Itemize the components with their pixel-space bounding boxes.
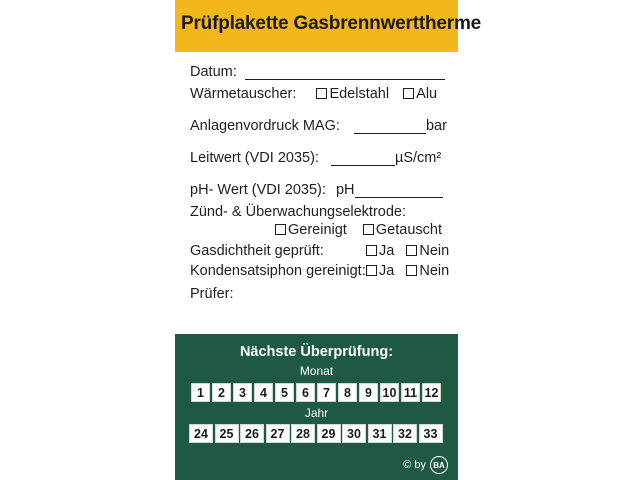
edelstahl-checkbox[interactable] [316,88,327,99]
edelstahl-label: Edelstahl [329,86,390,102]
ph-line [355,183,443,198]
datum-line [245,65,445,80]
month-box[interactable]: 8 [338,383,357,402]
alu-checkbox[interactable] [403,88,414,99]
ph-wert-label: pH- Wert (VDI 2035): [190,182,326,198]
kondensatsiphon-ja-checkbox[interactable] [366,265,377,276]
anlagenvordruck-row [190,118,447,134]
year-boxes [189,424,443,443]
year-box[interactable]: 30 [342,424,366,443]
getauscht-checkbox[interactable] [363,224,374,235]
datum-row [190,64,445,80]
year-box[interactable]: 24 [189,424,213,443]
pruefer-row [190,286,234,302]
month-box[interactable]: 2 [212,383,231,402]
gasdichtheit-ja-label: Ja [379,243,395,259]
inspection-sticker [175,0,481,480]
month-box[interactable]: 4 [254,383,273,402]
waermetauscher-label: Wärmetauscher: [190,86,297,102]
year-box[interactable]: 33 [419,424,443,443]
next-inspection-title: Nächste Überprüfung: [239,344,394,360]
elektrode-options [275,222,442,238]
elektrode-row [190,204,406,220]
kondensatsiphon-options [366,263,449,279]
leitwert-line [331,151,395,166]
month-box[interactable]: 6 [296,383,315,402]
leitwert-unit: µS/cm² [394,150,442,166]
anlagenvordruck-label: Anlagenvordruck MAG: [190,118,340,134]
gasdichtheit-row [190,243,324,259]
elektrode-label: Zünd- & Überwachungselektrode: [190,204,407,220]
ph-prefix: pH [335,182,355,198]
year-box[interactable]: 31 [368,424,392,443]
gasdichtheit-ja-checkbox[interactable] [366,245,377,256]
gereinigt-checkbox[interactable] [275,224,286,235]
leitwert-row [190,150,441,166]
gereinigt-label: Gereinigt [288,222,347,238]
sticker-title: Prüfplakette Gasbrennwerttherme [181,13,481,34]
gasdichtheit-nein-checkbox[interactable] [406,245,417,256]
month-box[interactable]: 10 [380,383,399,402]
kondensatsiphon-row [190,263,366,279]
copyright-notice [403,456,448,474]
month-box[interactable]: 12 [422,383,441,402]
sticker-header [175,0,481,52]
brand-logo-icon: BA [430,456,448,474]
year-box[interactable]: 32 [393,424,417,443]
year-box[interactable]: 27 [266,424,290,443]
year-box[interactable]: 29 [317,424,341,443]
month-box[interactable]: 1 [191,383,210,402]
year-box[interactable]: 28 [291,424,315,443]
alu-label: Alu [416,86,438,102]
datum-label: Datum: [190,64,237,80]
waermetauscher-row [190,86,437,102]
gasdichtheit-label: Gasdichtheit geprüft: [190,243,324,259]
month-box[interactable]: 3 [233,383,252,402]
gasdichtheit-nein-label: Nein [419,243,450,259]
pruefer-label: Prüfer: [190,286,234,302]
kondensatsiphon-label: Kondensatsiphon gereinigt: [190,263,366,279]
next-inspection-panel [175,334,458,480]
month-boxes [191,383,441,402]
leitwert-label: Leitwert (VDI 2035): [190,150,319,166]
month-box[interactable]: 11 [401,383,420,402]
jahr-label: Jahr [304,406,329,420]
kondensatsiphon-nein-checkbox[interactable] [406,265,417,276]
copyright-text: © by [403,459,426,471]
year-box[interactable]: 25 [215,424,239,443]
year-box[interactable]: 26 [240,424,264,443]
anlagenvordruck-line [354,119,426,134]
gasdichtheit-options [366,243,449,259]
getauscht-label: Getauscht [375,222,442,238]
monat-label: Monat [299,364,334,378]
bar-unit: bar [425,118,447,134]
kondensatsiphon-ja-label: Ja [379,263,395,279]
month-box[interactable]: 9 [359,383,378,402]
kondensatsiphon-nein-label: Nein [419,263,450,279]
month-box[interactable]: 5 [275,383,294,402]
month-box[interactable]: 7 [317,383,336,402]
ph-row [190,182,443,198]
